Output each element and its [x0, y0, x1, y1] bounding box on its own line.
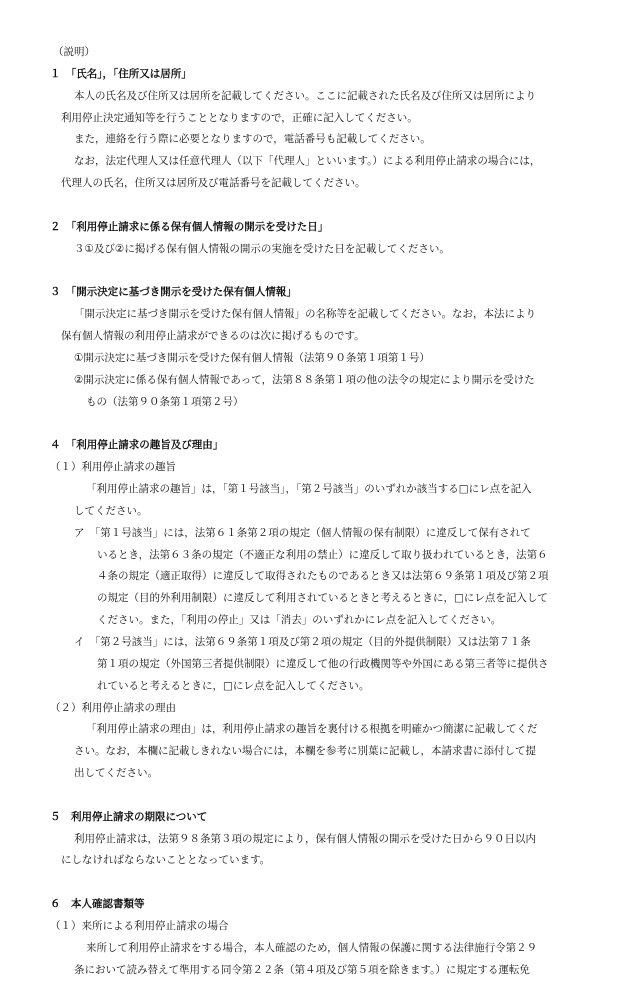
- paragraph-line: 利用停止決定通知等を行うこととなりますので，正確に記入してください。: [61, 112, 418, 124]
- paragraph-line: 条において読み替えて準用する同令第２２条（第４項及び第５項を除きます。）に規定する運転免: [74, 964, 530, 976]
- list-item: ②開示決定に係る保有個人情報であって，法第８８条第１項の他の法令の規定により開示を受けた: [74, 374, 535, 386]
- paragraph-line: 本人の氏名及び住所又は居所を記載してください。ここに記載された氏名及び住所又は居所により: [74, 90, 536, 102]
- paragraph-line: 「開示決定に基づき開示を受けた保有個人情報」の名称等を記載してください。なお，本法により: [74, 308, 536, 320]
- subsection-heading: （２）利用停止請求の理由: [50, 702, 176, 714]
- paragraph-line: また，連絡を行う際に必要となりますので，電話番号も記載してください。: [74, 133, 431, 145]
- paragraph-line: ３①及び②に掲げる保有個人情報の開示の実施を受けた日を記載してください。: [74, 243, 450, 255]
- list-item: ①開示決定に基づき開示を受けた保有個人情報（法第９０条第１項第１号）: [74, 352, 430, 364]
- subsection-heading: （１）利用停止請求の趣旨: [50, 461, 176, 473]
- subsection-heading: （１）来所による利用停止請求の場合: [50, 920, 229, 932]
- list-item-continuation: れていると考えるときに，□にレ点を記入してください。: [97, 680, 370, 692]
- paragraph-line: なお，法定代理人又は任意代理人（以下「代理人」といいます。）による利用停止請求の場合には，: [74, 155, 541, 167]
- section-heading-name-address: １ 「氏名」，「住所又は居所」: [50, 68, 192, 80]
- list-item-continuation: の規定（目的外利用制限）に違反して利用されているときと考えるときに，□にレ点を記入して: [97, 592, 548, 604]
- paragraph-line: 出してください。: [74, 767, 158, 779]
- paragraph-line: 保有個人情報の利用停止請求ができるのは次に掲げるものです。: [61, 330, 365, 342]
- list-item-continuation: ください。また，「利用の停止」又は「消去」のいずれかにレ点を記入してください。: [97, 614, 502, 626]
- list-item-continuation: 第１項の規定（外国第三者提供制限）に違反して他の行政機関等や外国にある第三者等に提供さ: [97, 658, 549, 670]
- section-heading-disclosure-date: ２ 「利用停止請求に係る保有個人情報の開示を受けた日」: [50, 221, 329, 233]
- section-heading-identity-documents: ６ 本人確認書類等: [50, 898, 145, 910]
- paragraph-line: してください。: [74, 505, 148, 517]
- document-header: （説明）: [53, 46, 95, 58]
- paragraph-line: 「利用停止請求の理由」は，利用停止請求の趣旨を裏付ける根拠を明確かつ簡潔に記載してくだ: [86, 723, 538, 735]
- list-item-continuation: ４条の規定（適正取得）に違反して取得されたものであるとき又は法第６９条第１項及び第２項: [97, 570, 549, 582]
- paragraph-line: 利用停止請求は，法第９８条第３項の規定により，保有個人情報の開示を受けた日から９０日以内: [74, 833, 536, 845]
- section-heading-purpose-reason: ４ 「利用停止請求の趣旨及び理由」: [50, 439, 224, 451]
- section-heading-deadline: ５ 利用停止請求の期限について: [50, 811, 208, 823]
- paragraph-line: 来所して利用停止請求をする場合，本人確認のため，個人情報の保護に関する法律施行令第２９: [86, 942, 538, 954]
- list-item-continuation: もの（法第９０条第１項第２号）: [86, 396, 244, 408]
- list-item: ア 「第１号該当」には，法第６１条第２項の規定（個人情報の保有制限）に違反して保有されて: [74, 527, 531, 539]
- list-item: イ 「第２号該当」には，法第６９条第１項及び第２項の規定（目的外提供制限）又は法第７１条: [74, 636, 531, 648]
- paragraph-line: にしなければならないこととなっています。: [61, 854, 271, 866]
- section-heading-disclosed-info: ３ 「開示決定に基づき開示を受けた保有個人情報」: [50, 286, 297, 298]
- paragraph-line: さい。なお，本欄に記載しきれない場合には，本欄を参考に別葉に記載し，本請求書に添付して提: [74, 745, 536, 757]
- paragraph-line: 代理人の氏名，住所又は居所及び電話番号を記載してください。: [61, 177, 366, 189]
- list-item-continuation: いるとき，法第６３条の規定（不適正な利用の禁止）に違反して取り扱われているとき，法第６: [97, 549, 548, 561]
- paragraph-line: 「利用停止請求の趣旨」は，「第１号該当」，「第２号該当」のいずれか該当する□にレ点を記入: [86, 483, 532, 495]
